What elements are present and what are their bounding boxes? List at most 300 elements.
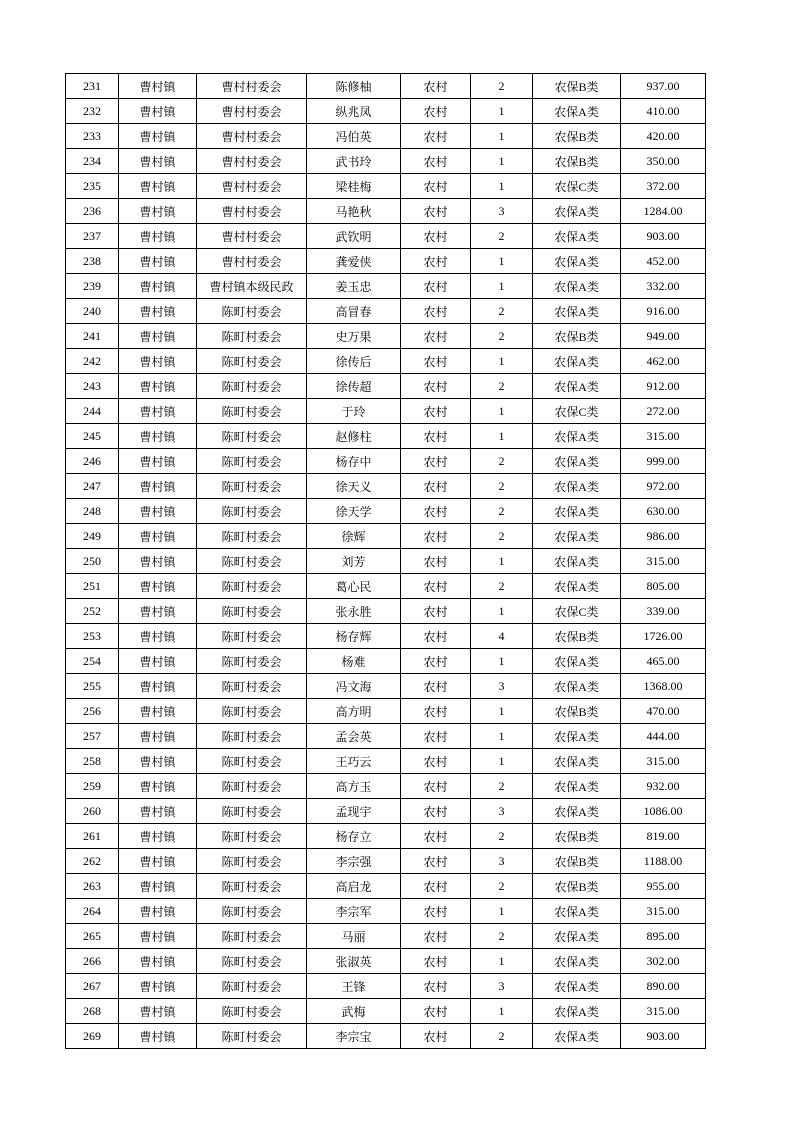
cell-village: 陈町村委会 <box>197 774 307 799</box>
cell-serial: 242 <box>66 349 119 374</box>
cell-amount: 819.00 <box>621 824 706 849</box>
cell-town: 曹村镇 <box>119 649 197 674</box>
cell-serial: 259 <box>66 774 119 799</box>
cell-insurance_type: 农保A类 <box>533 749 621 774</box>
cell-town: 曹村镇 <box>119 149 197 174</box>
cell-count: 1 <box>471 274 533 299</box>
cell-amount: 332.00 <box>621 274 706 299</box>
cell-name: 赵修柱 <box>307 424 401 449</box>
table-row <box>66 149 706 174</box>
cell-name: 徐天义 <box>307 474 401 499</box>
cell-serial: 245 <box>66 424 119 449</box>
cell-village: 陈町村委会 <box>197 699 307 724</box>
cell-amount: 444.00 <box>621 724 706 749</box>
cell-category: 农村 <box>401 999 471 1024</box>
cell-amount: 932.00 <box>621 774 706 799</box>
table-row <box>66 249 706 274</box>
cell-town: 曹村镇 <box>119 99 197 124</box>
table-body <box>66 74 706 1049</box>
cell-village: 陈町村委会 <box>197 399 307 424</box>
cell-count: 1 <box>471 649 533 674</box>
cell-count: 1 <box>471 699 533 724</box>
cell-insurance_type: 农保A类 <box>533 949 621 974</box>
cell-serial: 246 <box>66 449 119 474</box>
table-row <box>66 174 706 199</box>
cell-serial: 266 <box>66 949 119 974</box>
cell-name: 姜玉忠 <box>307 274 401 299</box>
cell-village: 陈町村委会 <box>197 624 307 649</box>
cell-count: 2 <box>471 1024 533 1049</box>
cell-name: 武钦明 <box>307 224 401 249</box>
cell-insurance_type: 农保A类 <box>533 374 621 399</box>
cell-village: 陈町村委会 <box>197 374 307 399</box>
cell-town: 曹村镇 <box>119 849 197 874</box>
cell-category: 农村 <box>401 474 471 499</box>
cell-count: 1 <box>471 99 533 124</box>
cell-name: 武书玲 <box>307 149 401 174</box>
cell-name: 李宗强 <box>307 849 401 874</box>
cell-count: 2 <box>471 299 533 324</box>
cell-village: 曹村村委会 <box>197 149 307 174</box>
cell-village: 陈町村委会 <box>197 999 307 1024</box>
cell-serial: 231 <box>66 74 119 99</box>
cell-town: 曹村镇 <box>119 299 197 324</box>
table-row <box>66 474 706 499</box>
cell-town: 曹村镇 <box>119 699 197 724</box>
cell-amount: 315.00 <box>621 749 706 774</box>
cell-town: 曹村镇 <box>119 1024 197 1049</box>
table-row <box>66 199 706 224</box>
cell-count: 2 <box>471 524 533 549</box>
cell-name: 高方明 <box>307 699 401 724</box>
table-row <box>66 499 706 524</box>
cell-name: 梁桂梅 <box>307 174 401 199</box>
cell-count: 3 <box>471 974 533 999</box>
cell-amount: 272.00 <box>621 399 706 424</box>
cell-amount: 315.00 <box>621 549 706 574</box>
cell-category: 农村 <box>401 949 471 974</box>
cell-amount: 903.00 <box>621 224 706 249</box>
cell-name: 徐天学 <box>307 499 401 524</box>
cell-category: 农村 <box>401 99 471 124</box>
table-row <box>66 749 706 774</box>
cell-category: 农村 <box>401 799 471 824</box>
cell-serial: 234 <box>66 149 119 174</box>
cell-insurance_type: 农保C类 <box>533 399 621 424</box>
cell-serial: 254 <box>66 649 119 674</box>
cell-insurance_type: 农保A类 <box>533 1024 621 1049</box>
cell-name: 王锋 <box>307 974 401 999</box>
cell-town: 曹村镇 <box>119 499 197 524</box>
cell-amount: 350.00 <box>621 149 706 174</box>
cell-name: 杨存中 <box>307 449 401 474</box>
cell-count: 1 <box>471 249 533 274</box>
table-row <box>66 274 706 299</box>
table-row <box>66 974 706 999</box>
cell-town: 曹村镇 <box>119 674 197 699</box>
table-row <box>66 649 706 674</box>
cell-serial: 252 <box>66 599 119 624</box>
cell-amount: 339.00 <box>621 599 706 624</box>
cell-serial: 261 <box>66 824 119 849</box>
cell-count: 1 <box>471 149 533 174</box>
table-row <box>66 524 706 549</box>
cell-village: 陈町村委会 <box>197 749 307 774</box>
cell-amount: 912.00 <box>621 374 706 399</box>
cell-serial: 248 <box>66 499 119 524</box>
cell-town: 曹村镇 <box>119 324 197 349</box>
cell-count: 1 <box>471 949 533 974</box>
cell-count: 2 <box>471 874 533 899</box>
table-row <box>66 574 706 599</box>
cell-name: 武梅 <box>307 999 401 1024</box>
cell-amount: 949.00 <box>621 324 706 349</box>
cell-amount: 986.00 <box>621 524 706 549</box>
cell-insurance_type: 农保A类 <box>533 449 621 474</box>
cell-amount: 420.00 <box>621 124 706 149</box>
cell-count: 3 <box>471 674 533 699</box>
cell-insurance_type: 农保A类 <box>533 999 621 1024</box>
cell-amount: 895.00 <box>621 924 706 949</box>
cell-count: 2 <box>471 474 533 499</box>
cell-amount: 890.00 <box>621 974 706 999</box>
cell-village: 陈町村委会 <box>197 1024 307 1049</box>
cell-name: 高启龙 <box>307 874 401 899</box>
cell-village: 陈町村委会 <box>197 974 307 999</box>
cell-serial: 269 <box>66 1024 119 1049</box>
table-row <box>66 949 706 974</box>
cell-insurance_type: 农保A类 <box>533 199 621 224</box>
cell-village: 陈町村委会 <box>197 299 307 324</box>
cell-category: 农村 <box>401 274 471 299</box>
cell-name: 李宗军 <box>307 899 401 924</box>
cell-category: 农村 <box>401 74 471 99</box>
table-row <box>66 299 706 324</box>
cell-insurance_type: 农保A类 <box>533 249 621 274</box>
cell-insurance_type: 农保B类 <box>533 324 621 349</box>
table-row <box>66 549 706 574</box>
cell-count: 1 <box>471 349 533 374</box>
cell-category: 农村 <box>401 674 471 699</box>
cell-count: 1 <box>471 724 533 749</box>
cell-village: 曹村镇本级民政 <box>197 274 307 299</box>
cell-amount: 465.00 <box>621 649 706 674</box>
cell-town: 曹村镇 <box>119 274 197 299</box>
cell-category: 农村 <box>401 149 471 174</box>
cell-name: 冯文海 <box>307 674 401 699</box>
cell-town: 曹村镇 <box>119 474 197 499</box>
cell-name: 龚爱侠 <box>307 249 401 274</box>
cell-category: 农村 <box>401 624 471 649</box>
cell-village: 陈町村委会 <box>197 824 307 849</box>
cell-name: 李宗宝 <box>307 1024 401 1049</box>
cell-insurance_type: 农保A类 <box>533 274 621 299</box>
cell-name: 陈修柚 <box>307 74 401 99</box>
cell-category: 农村 <box>401 749 471 774</box>
cell-amount: 1726.00 <box>621 624 706 649</box>
cell-category: 农村 <box>401 424 471 449</box>
cell-town: 曹村镇 <box>119 599 197 624</box>
table-row <box>66 849 706 874</box>
cell-serial: 236 <box>66 199 119 224</box>
cell-amount: 315.00 <box>621 999 706 1024</box>
cell-insurance_type: 农保A类 <box>533 799 621 824</box>
cell-town: 曹村镇 <box>119 574 197 599</box>
cell-count: 1 <box>471 174 533 199</box>
cell-town: 曹村镇 <box>119 899 197 924</box>
cell-town: 曹村镇 <box>119 449 197 474</box>
cell-count: 2 <box>471 449 533 474</box>
cell-amount: 372.00 <box>621 174 706 199</box>
cell-category: 农村 <box>401 974 471 999</box>
cell-serial: 255 <box>66 674 119 699</box>
cell-village: 曹村村委会 <box>197 199 307 224</box>
cell-insurance_type: 农保A类 <box>533 649 621 674</box>
cell-serial: 253 <box>66 624 119 649</box>
cell-serial: 267 <box>66 974 119 999</box>
table-row <box>66 924 706 949</box>
cell-name: 杨存立 <box>307 824 401 849</box>
cell-category: 农村 <box>401 874 471 899</box>
cell-insurance_type: 农保C类 <box>533 174 621 199</box>
cell-name: 马丽 <box>307 924 401 949</box>
cell-serial: 244 <box>66 399 119 424</box>
cell-serial: 238 <box>66 249 119 274</box>
cell-name: 孟现宇 <box>307 799 401 824</box>
cell-village: 曹村村委会 <box>197 224 307 249</box>
cell-serial: 251 <box>66 574 119 599</box>
cell-amount: 630.00 <box>621 499 706 524</box>
cell-amount: 1284.00 <box>621 199 706 224</box>
cell-serial: 235 <box>66 174 119 199</box>
cell-town: 曹村镇 <box>119 724 197 749</box>
table-row <box>66 774 706 799</box>
cell-amount: 470.00 <box>621 699 706 724</box>
cell-count: 2 <box>471 224 533 249</box>
cell-name: 于玲 <box>307 399 401 424</box>
cell-category: 农村 <box>401 524 471 549</box>
cell-insurance_type: 农保A类 <box>533 474 621 499</box>
cell-name: 徐传后 <box>307 349 401 374</box>
cell-count: 1 <box>471 124 533 149</box>
cell-category: 农村 <box>401 124 471 149</box>
table-row <box>66 399 706 424</box>
cell-name: 王巧云 <box>307 749 401 774</box>
cell-category: 农村 <box>401 924 471 949</box>
cell-category: 农村 <box>401 199 471 224</box>
cell-insurance_type: 农保A类 <box>533 924 621 949</box>
cell-serial: 268 <box>66 999 119 1024</box>
cell-village: 陈町村委会 <box>197 549 307 574</box>
cell-town: 曹村镇 <box>119 774 197 799</box>
cell-town: 曹村镇 <box>119 224 197 249</box>
cell-town: 曹村镇 <box>119 74 197 99</box>
cell-insurance_type: 农保A类 <box>533 349 621 374</box>
cell-village: 陈町村委会 <box>197 574 307 599</box>
cell-serial: 232 <box>66 99 119 124</box>
cell-category: 农村 <box>401 449 471 474</box>
cell-village: 陈町村委会 <box>197 649 307 674</box>
cell-serial: 241 <box>66 324 119 349</box>
cell-name: 徐辉 <box>307 524 401 549</box>
cell-category: 农村 <box>401 849 471 874</box>
cell-insurance_type: 农保B类 <box>533 874 621 899</box>
table-row <box>66 1024 706 1049</box>
cell-village: 陈町村委会 <box>197 524 307 549</box>
table-row <box>66 124 706 149</box>
table-row <box>66 374 706 399</box>
table-row <box>66 624 706 649</box>
cell-category: 农村 <box>401 499 471 524</box>
cell-serial: 260 <box>66 799 119 824</box>
cell-name: 高方玉 <box>307 774 401 799</box>
cell-town: 曹村镇 <box>119 124 197 149</box>
cell-town: 曹村镇 <box>119 824 197 849</box>
cell-name: 马艳秋 <box>307 199 401 224</box>
table-row <box>66 599 706 624</box>
cell-amount: 916.00 <box>621 299 706 324</box>
cell-amount: 410.00 <box>621 99 706 124</box>
cell-name: 张永胜 <box>307 599 401 624</box>
cell-count: 2 <box>471 324 533 349</box>
cell-serial: 237 <box>66 224 119 249</box>
cell-insurance_type: 农保A类 <box>533 724 621 749</box>
cell-serial: 247 <box>66 474 119 499</box>
cell-village: 陈町村委会 <box>197 724 307 749</box>
table-row <box>66 424 706 449</box>
cell-town: 曹村镇 <box>119 999 197 1024</box>
cell-category: 农村 <box>401 249 471 274</box>
table-row <box>66 74 706 99</box>
table-row <box>66 799 706 824</box>
cell-town: 曹村镇 <box>119 349 197 374</box>
cell-serial: 263 <box>66 874 119 899</box>
cell-amount: 805.00 <box>621 574 706 599</box>
cell-category: 农村 <box>401 174 471 199</box>
table-row <box>66 449 706 474</box>
benefits-table <box>65 73 706 1049</box>
cell-town: 曹村镇 <box>119 249 197 274</box>
cell-village: 陈町村委会 <box>197 449 307 474</box>
cell-count: 2 <box>471 74 533 99</box>
cell-count: 1 <box>471 899 533 924</box>
cell-category: 农村 <box>401 699 471 724</box>
cell-town: 曹村镇 <box>119 199 197 224</box>
cell-category: 农村 <box>401 574 471 599</box>
cell-count: 3 <box>471 799 533 824</box>
cell-town: 曹村镇 <box>119 799 197 824</box>
cell-amount: 937.00 <box>621 74 706 99</box>
cell-count: 1 <box>471 999 533 1024</box>
table-row <box>66 874 706 899</box>
cell-count: 2 <box>471 924 533 949</box>
cell-name: 史万果 <box>307 324 401 349</box>
table-row <box>66 899 706 924</box>
cell-category: 农村 <box>401 549 471 574</box>
cell-village: 陈町村委会 <box>197 349 307 374</box>
cell-amount: 462.00 <box>621 349 706 374</box>
cell-category: 农村 <box>401 349 471 374</box>
cell-insurance_type: 农保A类 <box>533 574 621 599</box>
cell-count: 3 <box>471 849 533 874</box>
table-row <box>66 99 706 124</box>
cell-insurance_type: 农保A类 <box>533 899 621 924</box>
cell-insurance_type: 农保A类 <box>533 974 621 999</box>
table-row <box>66 349 706 374</box>
cell-insurance_type: 农保B类 <box>533 124 621 149</box>
cell-category: 农村 <box>401 774 471 799</box>
cell-serial: 249 <box>66 524 119 549</box>
cell-village: 陈町村委会 <box>197 899 307 924</box>
cell-village: 陈町村委会 <box>197 599 307 624</box>
cell-village: 陈町村委会 <box>197 324 307 349</box>
cell-insurance_type: 农保A类 <box>533 299 621 324</box>
cell-count: 1 <box>471 599 533 624</box>
cell-serial: 264 <box>66 899 119 924</box>
cell-insurance_type: 农保A类 <box>533 99 621 124</box>
cell-count: 1 <box>471 749 533 774</box>
cell-village: 陈町村委会 <box>197 874 307 899</box>
cell-serial: 240 <box>66 299 119 324</box>
cell-insurance_type: 农保B类 <box>533 149 621 174</box>
cell-amount: 972.00 <box>621 474 706 499</box>
cell-village: 曹村村委会 <box>197 249 307 274</box>
cell-amount: 452.00 <box>621 249 706 274</box>
cell-name: 杨存辉 <box>307 624 401 649</box>
cell-count: 2 <box>471 499 533 524</box>
cell-serial: 265 <box>66 924 119 949</box>
table-row <box>66 699 706 724</box>
cell-amount: 1368.00 <box>621 674 706 699</box>
cell-count: 4 <box>471 624 533 649</box>
cell-insurance_type: 农保B类 <box>533 624 621 649</box>
cell-town: 曹村镇 <box>119 399 197 424</box>
table-row <box>66 999 706 1024</box>
cell-count: 1 <box>471 424 533 449</box>
cell-category: 农村 <box>401 824 471 849</box>
cell-category: 农村 <box>401 324 471 349</box>
cell-category: 农村 <box>401 899 471 924</box>
cell-amount: 1086.00 <box>621 799 706 824</box>
cell-town: 曹村镇 <box>119 374 197 399</box>
cell-name: 徐传超 <box>307 374 401 399</box>
cell-town: 曹村镇 <box>119 549 197 574</box>
cell-insurance_type: 农保B类 <box>533 699 621 724</box>
cell-village: 曹村村委会 <box>197 174 307 199</box>
cell-insurance_type: 农保A类 <box>533 549 621 574</box>
cell-amount: 999.00 <box>621 449 706 474</box>
cell-village: 陈町村委会 <box>197 499 307 524</box>
cell-insurance_type: 农保B类 <box>533 824 621 849</box>
cell-village: 陈町村委会 <box>197 949 307 974</box>
cell-category: 农村 <box>401 299 471 324</box>
cell-insurance_type: 农保B类 <box>533 74 621 99</box>
cell-category: 农村 <box>401 599 471 624</box>
cell-village: 陈町村委会 <box>197 674 307 699</box>
cell-name: 孟会英 <box>307 724 401 749</box>
cell-village: 陈町村委会 <box>197 799 307 824</box>
cell-amount: 315.00 <box>621 899 706 924</box>
cell-village: 陈町村委会 <box>197 849 307 874</box>
cell-town: 曹村镇 <box>119 924 197 949</box>
cell-insurance_type: 农保A类 <box>533 424 621 449</box>
cell-amount: 315.00 <box>621 424 706 449</box>
cell-category: 农村 <box>401 224 471 249</box>
cell-serial: 243 <box>66 374 119 399</box>
cell-count: 2 <box>471 374 533 399</box>
cell-insurance_type: 农保A类 <box>533 524 621 549</box>
cell-town: 曹村镇 <box>119 949 197 974</box>
